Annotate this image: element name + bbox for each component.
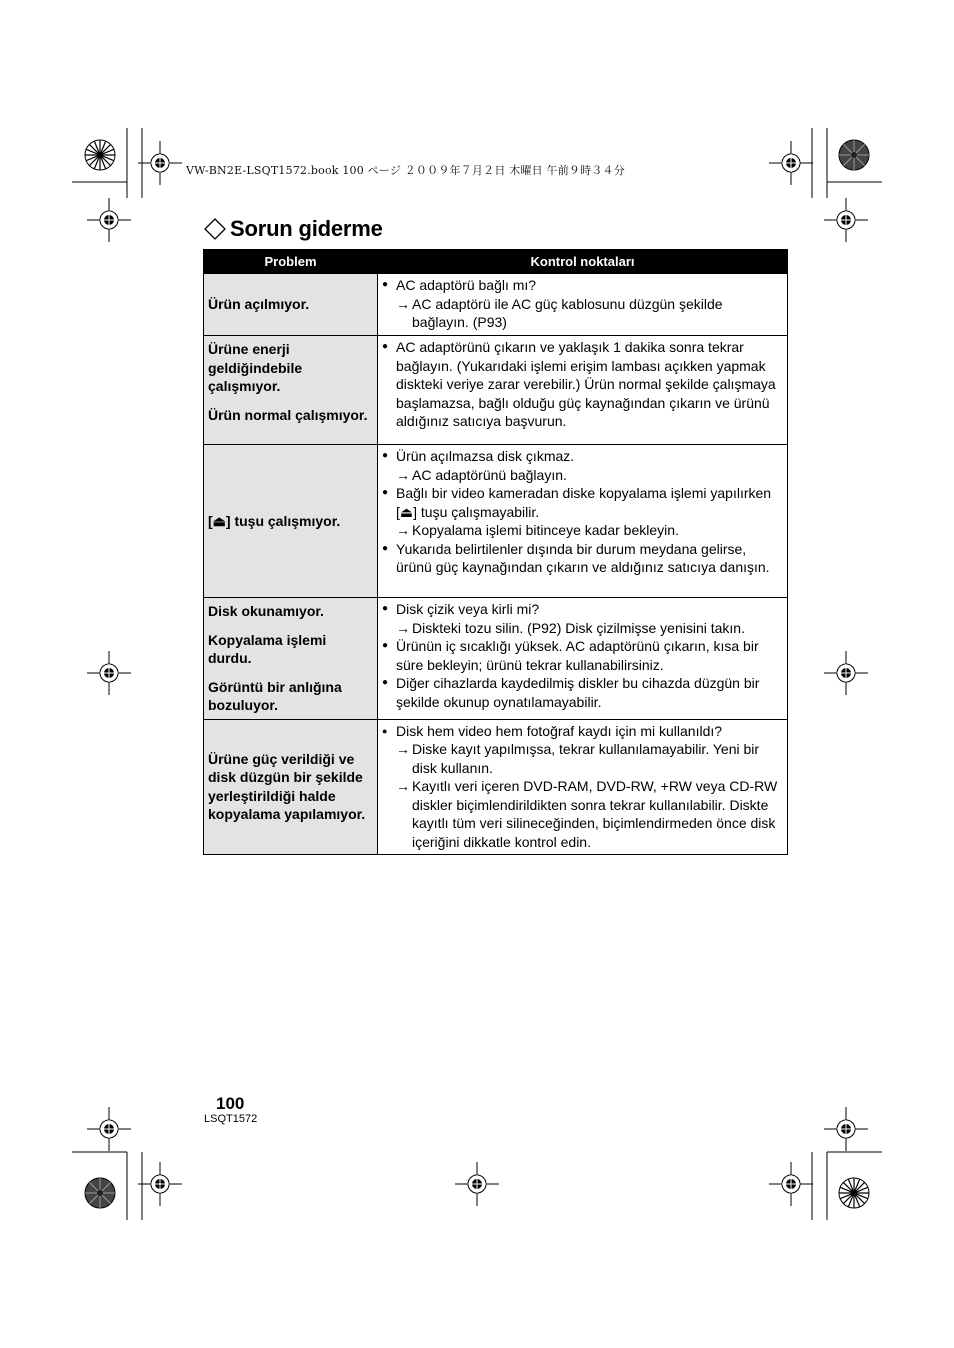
page-code: LSQT1572 (204, 1113, 258, 1125)
table-row (204, 274, 788, 336)
problem-text: Ürüne enerji geldiğindebile çalışmıyor. (208, 341, 303, 394)
problem-cell (204, 719, 378, 855)
check-bullet: ● Ürün açılmazsa disk çıkmaz. (382, 447, 781, 466)
table-row (204, 719, 788, 855)
check-bullet: ● Yukarıda belirtilenler dışında bir durum meydana gelirse, ürünü güç kaynağından çıkarın ve aldığınız satıcıya danışın. (382, 540, 781, 577)
check-bullet: ● Ürünün iç sıcaklığı yüksek. AC adaptörünü çıkarın, kısa bir süre bekleyin; ürünü tekrar kullanabilirsiniz. (382, 637, 781, 674)
table-header-row (204, 250, 788, 274)
troubleshooting-table (203, 249, 788, 855)
check-cell (378, 445, 788, 598)
problem-cell (204, 274, 378, 336)
check-cell (378, 598, 788, 720)
check-cell (378, 719, 788, 855)
check-action: → Diskteki tozu silin. (P92) Disk çizilmişse yenisini takın. (382, 619, 781, 638)
problem-cell (204, 598, 378, 720)
problem-text: Kopyalama işlemi durdu. (208, 631, 327, 666)
check-bullet: ● Disk çizik veya kirli mi? (382, 600, 781, 619)
problem-text: Ürüne güç verildiği ve disk düzgün bir şekilde yerleştirildiği halde kopyalama yapılamıyor. (208, 750, 366, 823)
check-action: → Kayıtlı veri içeren DVD-RAM, DVD-RW, +RW veya CD-RW diskler biçimlendirildikten sonra tekrar kullanılabilir. Diskte kayıtlı tüm veri silineceğinden, biçimlendirmeden önce disk içeriğini dikkatle kontrol edin. (382, 777, 781, 851)
problem-cell (204, 445, 378, 598)
problem-cell (204, 336, 378, 445)
check-cell (378, 336, 788, 445)
problem-text: Ürün açılmıyor. (208, 296, 310, 313)
check-bullet: ● Bağlı bir video kameradan diske kopyalama işlemi yapılırken [⏏] tuşu çalışmayabilir. (382, 484, 781, 521)
check-bullet: ● AC adaptörü bağlı mı? (382, 276, 781, 295)
check-bullet: ● Disk hem video hem fotoğraf kaydı için mi kullanıldı? (382, 722, 781, 741)
header-problem: Problem (204, 250, 378, 274)
table-row (204, 598, 788, 720)
check-action: → Kopyalama işlemi bitinceye kadar bekleyin. (382, 521, 781, 540)
section-title (204, 216, 383, 242)
problem-text: Görüntü bir anlığına bozuluyor. (208, 678, 342, 713)
check-action: → AC adaptörü ile AC güç kablosunu düzgün şekilde bağlayın. (P93) (382, 295, 781, 332)
problem-text: Disk okunamıyor. (208, 603, 324, 619)
check-cell (378, 274, 788, 336)
table-row (204, 445, 788, 598)
header-checks: Kontrol noktaları (378, 250, 788, 274)
check-bullet: ● AC adaptörünü çıkarın ve yaklaşık 1 dakika sonra tekrar bağlayın. (Yukarıdaki işlemi erişim lambası açıkken yapmak diskteki veriye zarar verebilir.) Ürün normal şekilde çalışmaya başlamazsa, bağlı olduğu güç kaynağından çıkarın ve ürünü aldığınız satıcıya başvurun. (382, 338, 781, 431)
page-title: Sorun giderme (230, 216, 383, 241)
check-action: → AC adaptörünü bağlayın. (382, 466, 781, 485)
problem-text: Ürün normal çalışmıyor. (208, 406, 368, 423)
problem-text: [⏏] tuşu çalışmıyor. (208, 512, 341, 529)
table-row (204, 336, 788, 445)
check-bullet: ● Diğer cihazlarda kaydedilmiş diskler bu cihazda düzgün bir şekilde okunup oynatılamayabilir. (382, 674, 781, 711)
check-action: → Diske kayıt yapılmışsa, tekrar kullanılamayabilir. Yeni bir disk kullanın. (382, 740, 781, 777)
page-number: 100 (216, 1094, 245, 1113)
print-header: VW-BN2E-LSQT1572.book 100 ページ ２００９年７月２日 木曜日 午前９時３４分 (186, 164, 625, 177)
diamond-icon (204, 218, 226, 240)
